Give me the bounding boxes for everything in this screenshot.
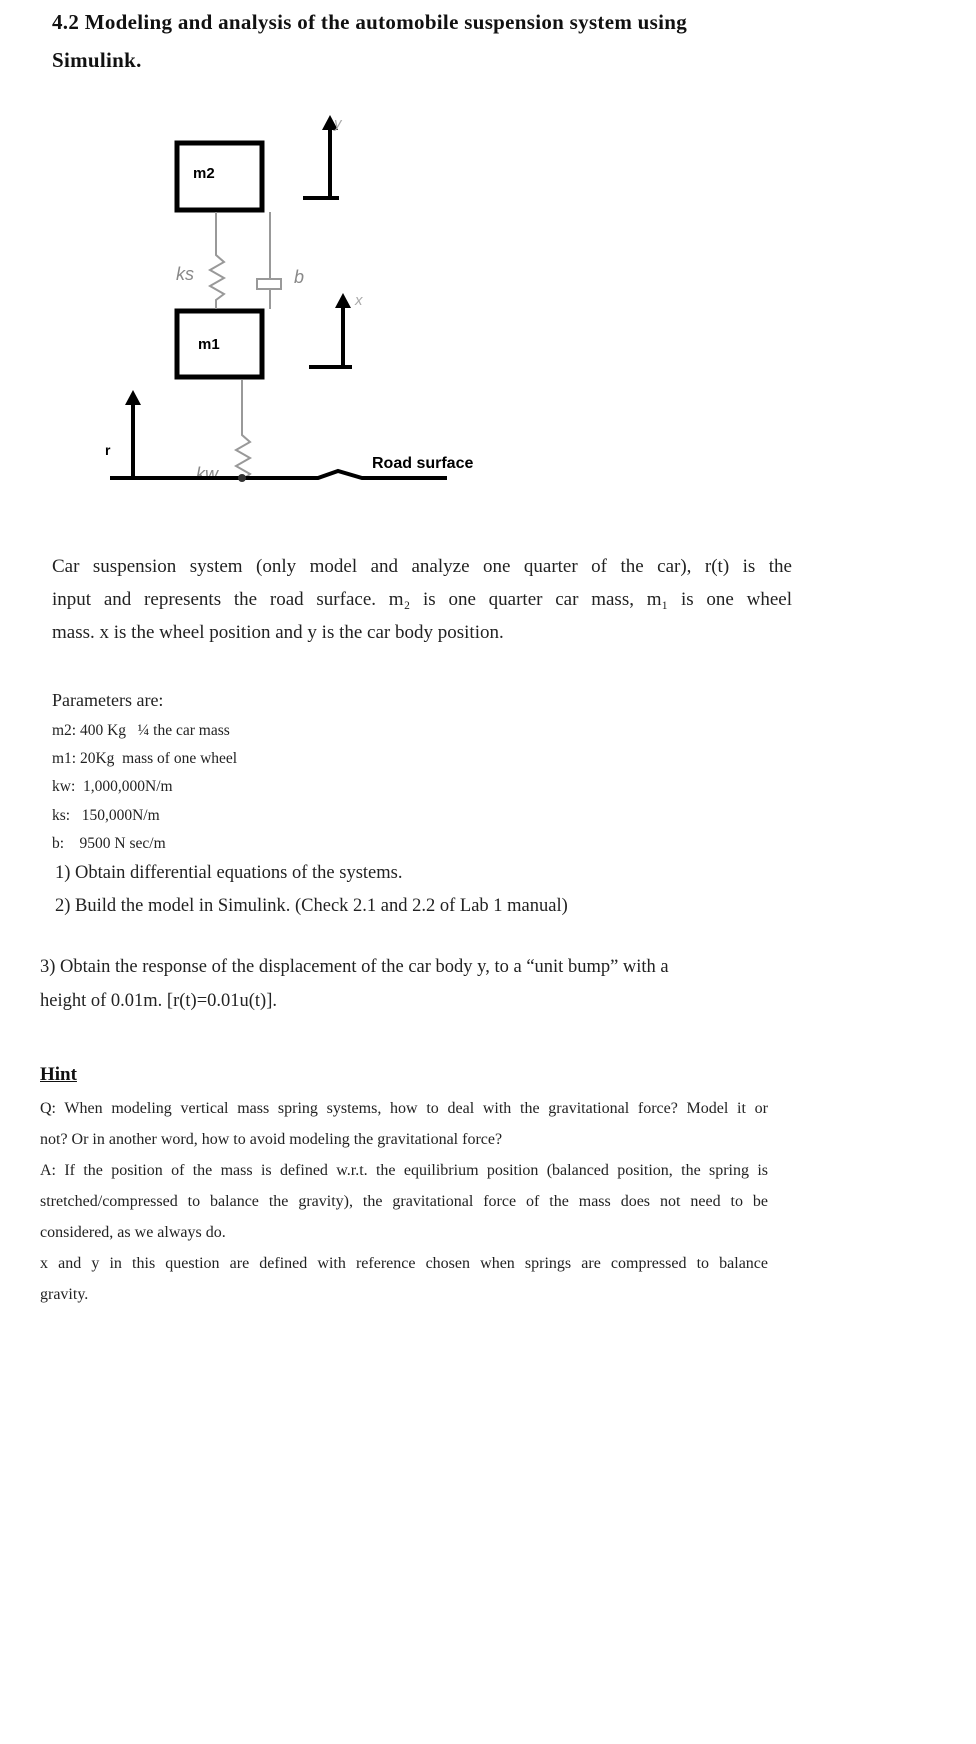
param-m1: m1: 20Kg mass of one wheel: [52, 750, 238, 767]
mass-m2-label: m2: [193, 165, 215, 182]
spring-ks-label: ks: [176, 264, 194, 284]
param-m2: m2: 400 Kg ¼ the car mass: [52, 722, 230, 739]
hint-question-line1: Q: When modeling vertical mass spring systems, how to deal with the gravitational force? Model it or: [40, 1100, 768, 1117]
arrow-r-label: r: [105, 442, 111, 458]
mass-m1-label: m1: [198, 336, 220, 353]
arrow-r-icon: [125, 390, 141, 478]
section-heading-line2: Simulink.: [52, 48, 142, 72]
mass-m2-box: [177, 143, 262, 210]
hint-note-line2: gravity.: [40, 1286, 89, 1303]
param-kw: kw: 1,000,000N/m: [52, 778, 173, 795]
arrow-y-label: y: [334, 115, 342, 132]
hint-note-line1: x and y in this question are defined with reference chosen when springs are compressed to balance: [40, 1255, 768, 1272]
hint-answer-line1: A: If the position of the mass is defined w.r.t. the equilibrium position (balanced position, the spring is: [40, 1162, 768, 1179]
task-2: 2) Build the model in Simulink. (Check 2.1 and 2.2 of Lab 1 manual): [55, 896, 568, 916]
hint-question-line2: not? Or in another word, how to avoid modeling the gravitational force?: [40, 1131, 503, 1148]
caption-line1: Car suspension system (only model and analyze one quarter of the car), r(t) is the: [52, 556, 792, 577]
task-1: 1) Obtain differential equations of the systems.: [55, 863, 403, 883]
caption-line3: mass. x is the wheel position and y is the car body position.: [52, 622, 504, 643]
caption-line2: input and represents the road surface. m₂ is one quarter car mass, m₁ is one wheel: [52, 589, 792, 610]
spring-kw: [236, 380, 250, 480]
road-surface-line: [110, 471, 447, 478]
parameters-heading: Parameters are:: [52, 690, 164, 710]
arrow-x-label: x: [355, 292, 363, 309]
damper-b-label: b: [294, 267, 305, 287]
damper-b: [257, 279, 281, 289]
hint-answer-line2: stretched/compressed to balance the gravity), the gravitational force of the mass does not need to be: [40, 1193, 768, 1210]
spring-ks: [210, 212, 224, 309]
hint-title: Hint: [40, 1064, 77, 1085]
task-3-line2: height of 0.01m. [r(t)=0.01u(t)].: [40, 991, 278, 1011]
param-ks: ks: 150,000N/m: [52, 807, 160, 824]
suspension-diagram: [0, 90, 500, 510]
spring-kw-label: kw: [196, 464, 218, 484]
hint-answer-line3: considered, as we always do.: [40, 1224, 226, 1241]
road-surface-label: Road surface: [372, 455, 474, 472]
section-heading-line1: 4.2 Modeling and analysis of the automobile suspension system using: [52, 10, 688, 34]
arrow-x-icon: [309, 293, 352, 367]
param-b: b: 9500 N sec/m: [52, 835, 166, 852]
task-3-line1: 3) Obtain the response of the displacement of the car body y, to a “unit bump” with a: [40, 957, 669, 977]
